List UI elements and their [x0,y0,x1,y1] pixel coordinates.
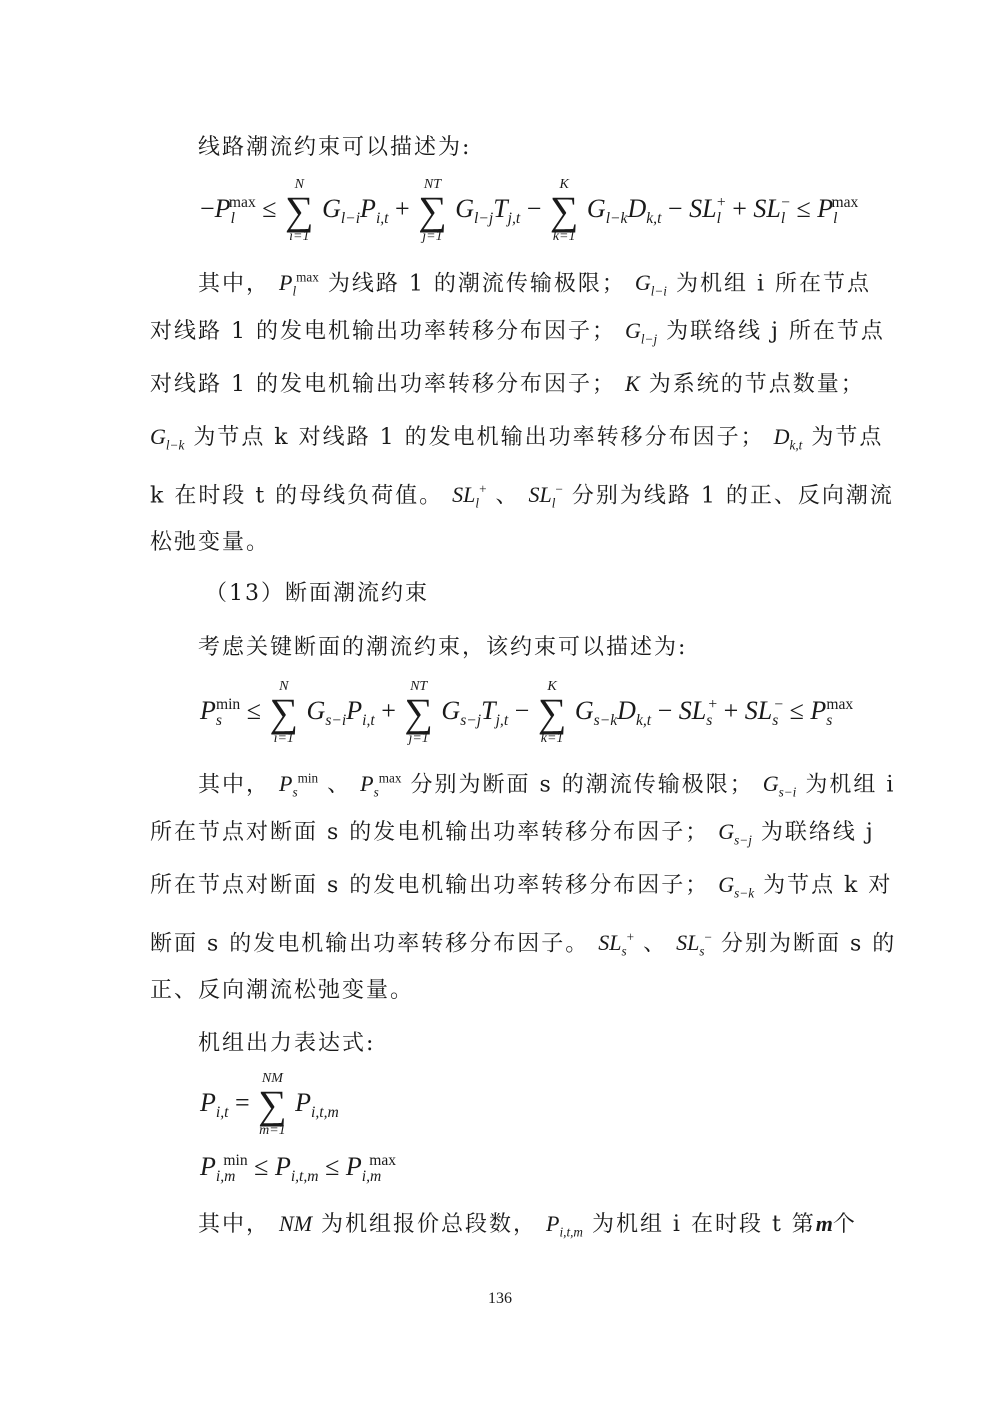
equation-unit-output: $P_{i,t}$ = NM ∑ m=1 $P_{i,t,m}$ [200,1071,339,1138]
equation-line-flow: $-P_l^{max}$ ≤ N ∑ i=1 $G_{l-i}P_{i,t}$ + NT ∑ j=1 $G_{l-j}T_{j,t}$ − K ∑ k=1 $G_{l-k}D_{k,t} - SL_l^+ + SL_l^- \le P_l^{max}$ [200,177,859,244]
text-line: 考虑关键断面的潮流约束，该约束可以描述为: [198,635,688,660]
text-line: 断面 s 的发电机输出功率转移分布因子。 $SL_s^+$ 、 $SL_s^-$ 分别为断面 s 的 [150,930,897,959]
text-line: 对线路 1 的发电机输出功率转移分布因子； $G_{l-j}$ 为联络线 j 所在节点 [150,318,885,347]
text-line: k 在时段 t 的母线负荷值。 $SL_l^+$ 、 $SL_l^-$ 分别为线路 1 的正、反向潮流 [150,482,894,511]
text-line: 机组出力表达式: [198,1031,376,1056]
section-heading: （13）断面潮流约束 [205,581,429,606]
text-line: 其中， $P_s^{min}$ 、 $P_s^{max}$ 分别为断面 s 的潮流传输极限； $G_{s-i}$ 为机组 i [198,771,896,800]
text-line: 其中， NM 为机组报价总段数， $P_{i,t,m}$ 为机组 i 在时段 t 第m个 [198,1211,857,1240]
text-line: $G_{l-k}$ 为节点 k 对线路 1 的发电机输出功率转移分布因子； $D_{k,t}$ 为节点 [150,424,884,453]
text-line: 对线路 1 的发电机输出功率转移分布因子； K 为系统的节点数量； [150,371,865,397]
equation-section-flow: $P_s^{min}$ ≤ N ∑ i=1 $G_{s-i}P_{i,t}$ + NT ∑ j=1 $G_{s-j}T_{j,t}$ − K ∑ k=1 $G_{s-k}D_{k,t} - SL_s^+ + SL_s^- \le P_s^{max}$ [200,679,854,746]
paragraph-text: 线路潮流约束可以描述为: [198,135,472,160]
text-line: 松弛变量。 [150,530,271,555]
text-line: 所在节点对断面 s 的发电机输出功率转移分布因子； $G_{s-j}$ 为联络线 j [150,819,875,848]
text-line: 所在节点对断面 s 的发电机输出功率转移分布因子； $G_{s-k}$ 为节点 k 对 [150,872,893,901]
text-line: 正、反向潮流松弛变量。 [150,978,415,1003]
text-line: 其中， $P_l^{max}$ 为线路 1 的潮流传输极限； $G_{l-i}$ 为机组 i 所在节点 [198,270,871,299]
page-number: 136 [488,1290,512,1307]
equation-unit-bounds: $P_{i,m}^{min} \le P_{i,t,m} \le P_{i,m}^{max}$ [200,1152,397,1186]
text-line [198,132,898,164]
